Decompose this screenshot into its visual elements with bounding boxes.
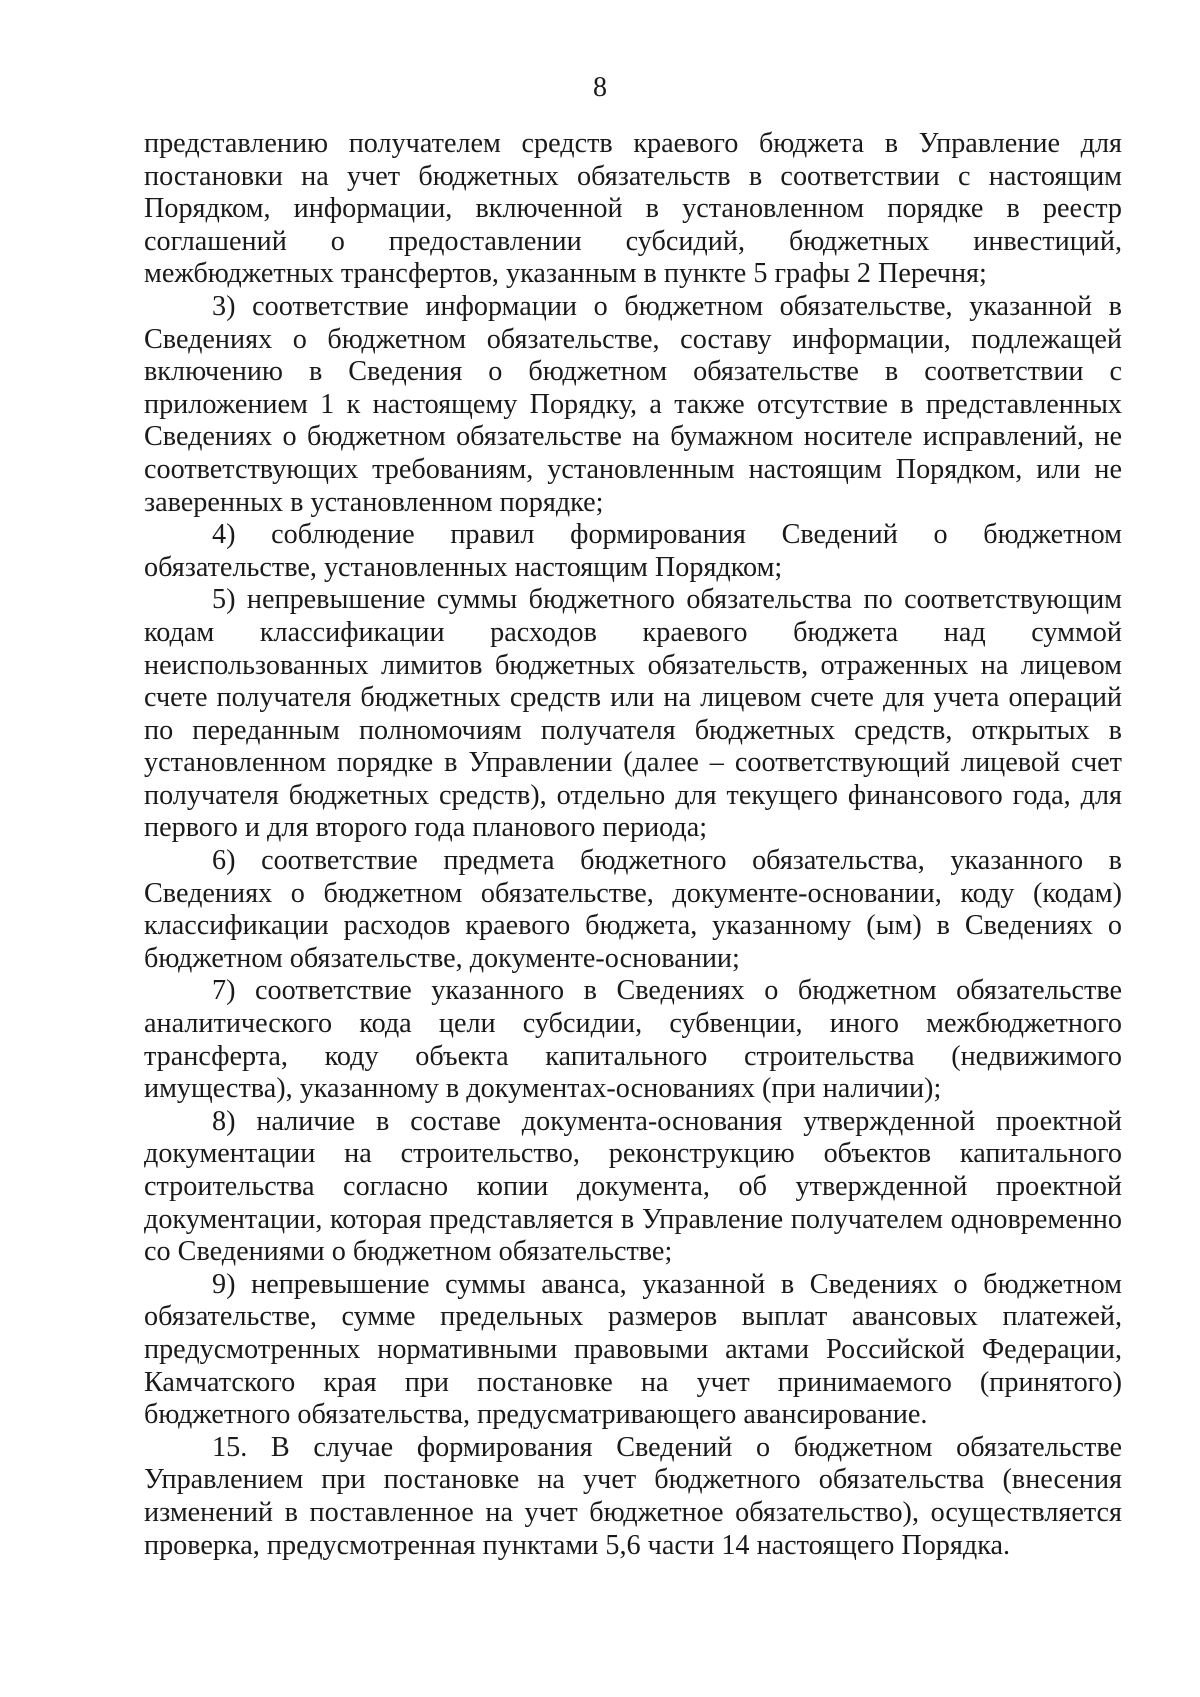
paragraph-item-7: 7) соответствие указанного в Сведениях о бюджетном обязательстве аналитического кода цели субсидии, субвенции, иного межбюджетного трансферта, коду объекта капитального строительства (недвижимого имущества), указанному в документах-основаниях (при наличии); (144, 975, 1122, 1105)
document-body (144, 128, 1122, 1562)
paragraph-section-15: 15. В случае формирования Сведений о бюджетном обязательстве Управлением при постановке на учет бюджетного обязательства (внесения изменений в поставленное на учет бюджетное обязательство), осуществляется проверка, предусмотренная пунктами 5,6 части 14 настоящего Порядка. (144, 1431, 1122, 1561)
paragraph-item-6: 6) соответствие предмета бюджетного обязательства, указанного в Сведениях о бюджетном обязательстве, документе-основании, коду (кодам) классификации расходов краевого бюджета, указанному (ым) в Сведениях о бюджетном обязательстве, документе-основании; (144, 845, 1122, 974)
paragraph-item-9: 9) непревышение суммы аванса, указанной в Сведениях о бюджетном обязательстве, сумме предельных размеров выплат авансовых платежей, предусмотренных нормативными правовыми актами Российской Федерации, Камчатского края при постановке на учет принимаемого (принятого) бюджетного обязательства, предусматривающего авансирование. (144, 1268, 1122, 1431)
paragraph-item-3: 3) соответствие информации о бюджетном обязательстве, указанной в Сведениях о бюджетном обязательстве, составу информации, подлежащей включению в Сведения о бюджетном обязательстве в соответствии с приложением 1 к настоящему Порядку, а также отсутствие в представленных Сведениях о бюджетном обязательстве на бумажном носителе исправлений, не соответствующих требованиям, установленным настоящим Порядком, или не заверенных в установленном порядке; (144, 290, 1122, 518)
page-number: 8 (593, 72, 607, 103)
paragraph-item-4: 4) соблюдение правил формирования Сведений о бюджетном обязательстве, установленных настоящим Порядком; (144, 519, 1122, 583)
paragraph-item-8: 8) наличие в составе документа-основания утвержденной проектной документации на строительство, реконструкцию объектов капитального строительства согласно копии документа, об утвержденной проектной документации, которая представляется в Управление получателем одновременно со Сведениями о бюджетном обязательстве; (144, 1105, 1122, 1268)
paragraph-continuation: представлению получателем средств краевого бюджета в Управление для постановки на учет бюджетных обязательств в соответствии с настоящим Порядком, информации, включенной в установленном порядке в реестр соглашений о предоставлении субсидий, бюджетных инвестиций, межбюджетных трансфертов, указанным в пункте 5 графы 2 Перечня; (144, 128, 1122, 290)
paragraph-item-5: 5) непревышение суммы бюджетного обязательства по соответствующим кодам классификации расходов краевого бюджета над суммой неиспользованных лимитов бюджетных обязательств, отраженных на лицевом счете получателя бюджетных средств или на лицевом счете для учета операций по переданным полномочиям получателя бюджетных средств, открытых в установленном порядке в Управлении (далее – соответствующий лицевой счет получателя бюджетных средств), отдельно для текущего финансового года, для первого и для второго года планового периода; (144, 584, 1122, 844)
